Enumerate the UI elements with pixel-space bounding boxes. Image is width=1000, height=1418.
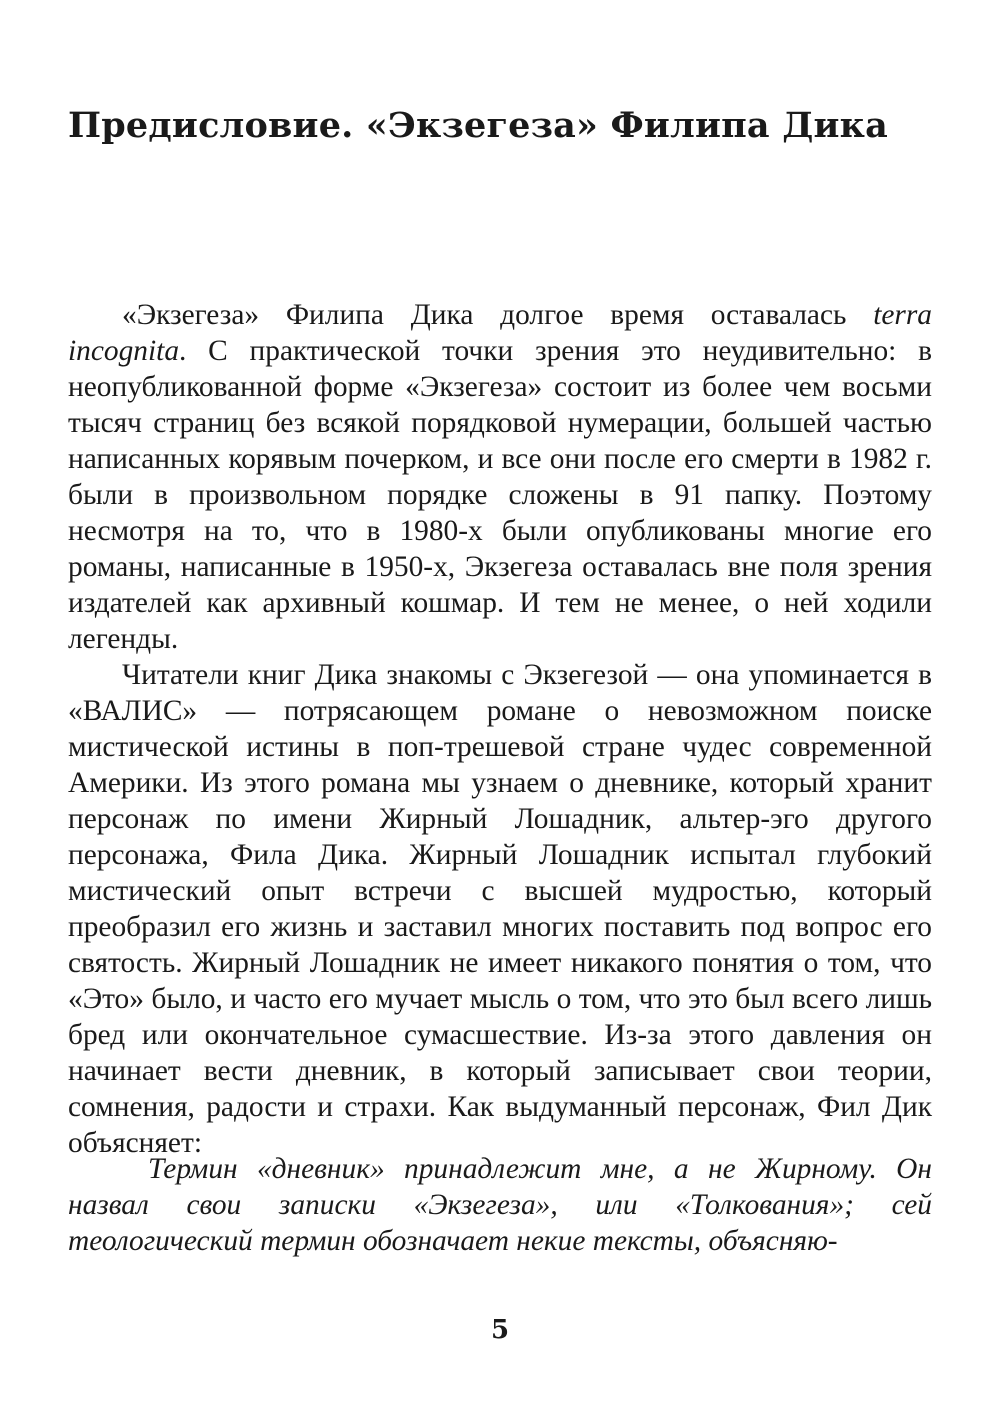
paragraph-1 (68, 297, 932, 657)
paragraph-2: Читатели книг Дика знакомы с Экзегезой — она упоминается в «ВАЛИС» — потрясающем романе о невозможном поиске мистической истины в поп-трешевой стране чудес современной Америки. Из этого романа мы узнаем о дневнике, который хранит персонаж по имени Жирный Лошадник, альтер-эго другого персонажа, Фила Дика. Жирный Лошадник испытал глубокий мистический опыт встречи с высшей мудростью, который преобразил его жизнь и заставил многих поставить под вопрос его святость. Жирный Лошадник не имеет никакого понятия о том, что «Это» было, и часто его мучает мысль о том, что это был всего лишь бред или окончательное сумасшествие. Из-за этого давления он начинает вести дневник, в который записывает свои теории, сомнения, радости и страхи. Как выдуманный персонаж, Фил Дик объясняет: (68, 659, 932, 1159)
body-text (68, 297, 932, 1161)
paragraph-1-start: «Экзегеза» Филипа Дика долгое время оставалась (122, 299, 874, 331)
chapter-title: Предисловие. «Экзегеза» Филипа Дика (68, 105, 889, 146)
paragraph-1-end: . С практической точки зрения это неудивительно: в неопубликованной форме «Экзегеза» состоит из более чем восьми тысяч страниц без всякой порядковой нумерации, большей частью написанных корявым почерком, и все они после его смерти в 1982 г. были в произвольном порядке сложены в 91 папку. Поэтому несмотря на то, что в 1980-х были опубликованы многие его романы, написанные в 1950-х, Экзегеза оставалась вне поля зрения издателей как архивный кошмар. И тем не менее, о ней ходили легенды. (68, 335, 932, 655)
block-quote: Термин «дневник» принадлежит мне, а не Жирному. Он назвал свои записки «Экзегеза», или «Толкования»; сей теологический термин обозначает некие тексты, объясняю- (68, 1153, 932, 1257)
page-number: 5 (490, 1315, 510, 1345)
paragraph-1-emphasis: terra incognita (68, 299, 932, 367)
